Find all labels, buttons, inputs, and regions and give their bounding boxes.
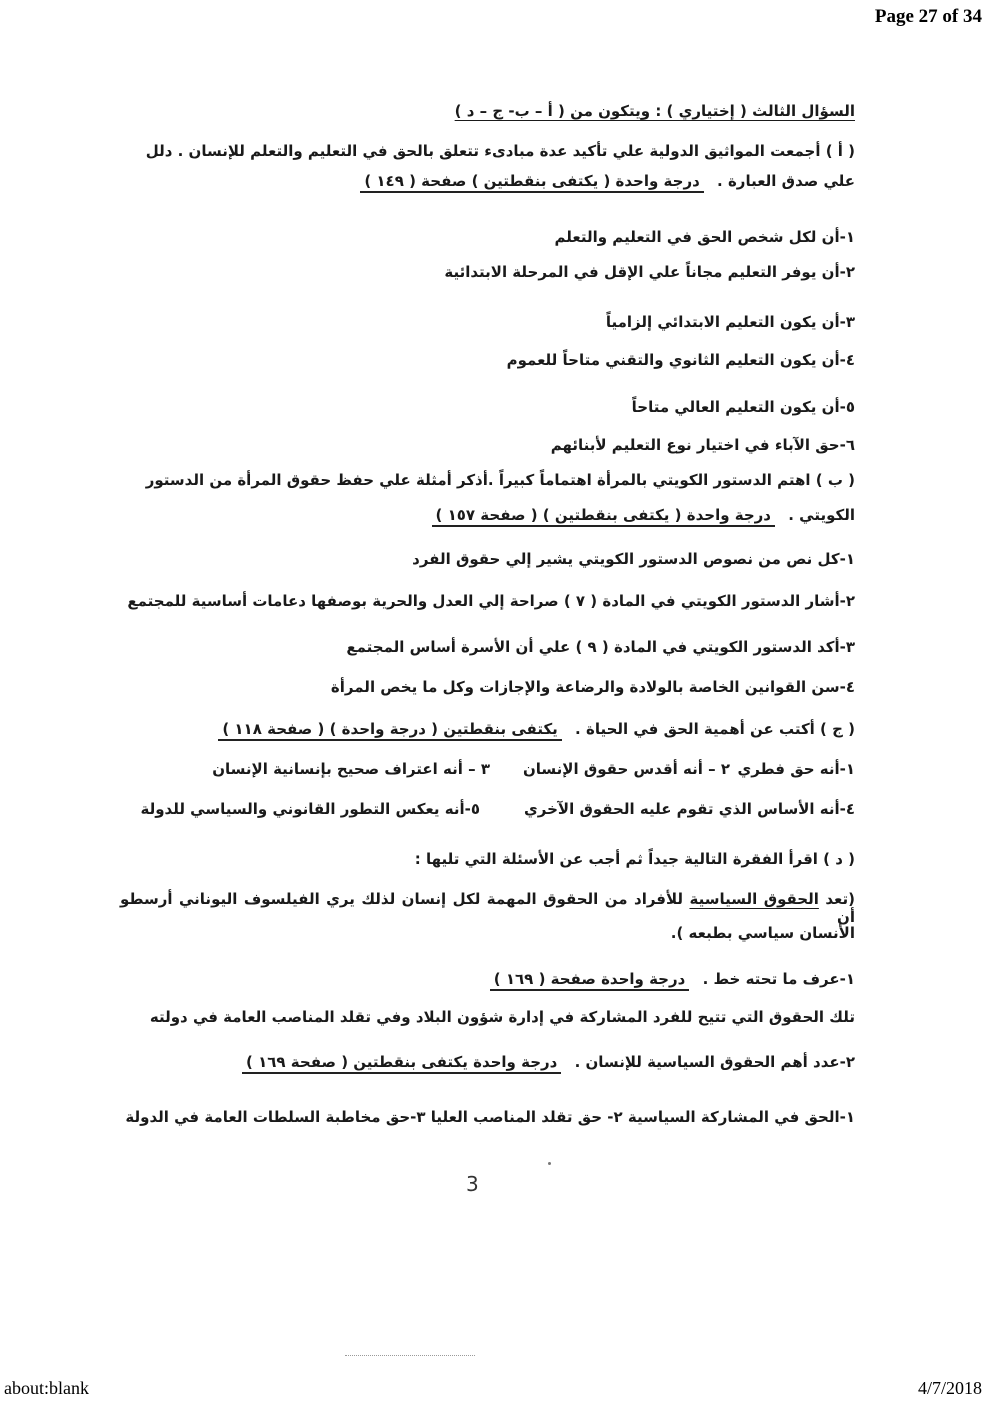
scan-dotted-noise bbox=[345, 1355, 475, 1356]
part-c-answer-4: ٤-أنه الأساس الذي تقوم عليه الحقوق الآخري bbox=[524, 800, 855, 818]
part-a-grade-note: درجة واحدة ( يكتفى بنقطتين ) صفحة ( ١٤٩ ) bbox=[360, 172, 703, 193]
scan-speck bbox=[548, 1162, 551, 1165]
passage-open: (تعد bbox=[825, 890, 855, 908]
page-number: 3 bbox=[466, 1172, 479, 1196]
part-d-q1-grade-note: درجة واحدة صفحة ( ١٦٩ ) bbox=[490, 970, 690, 991]
part-b-answer-3: ٣-أكد الدستور الكويتي في المادة ( ٩ ) علي أن الأسرة أساس المجتمع bbox=[346, 638, 855, 656]
part-b-answer-2: ٢-أشار الدستور الكويتي في المادة ( ٧ ) صراحة إلي العدل والحرية بوصفها دعامات أساسية للمجتمع bbox=[127, 592, 855, 610]
question-title bbox=[455, 102, 855, 120]
part-b-question-cont bbox=[432, 506, 855, 527]
part-c-grade-note: يكتفى بنقطتين ( درجة واحدة ) ( صفحة ١١٨ ) bbox=[218, 720, 561, 741]
part-c-answer-3: ٣ – أنه اعتراف صحيح بإنسانية الإنسان bbox=[212, 760, 490, 778]
part-b-question: ( ب ) اهتم الدستور الكويتي بالمرأة اهتماماً كبيراً .أذكر أمثلة علي حفظ حقوق المرأة من الدستور bbox=[145, 471, 855, 489]
part-d-question-1 bbox=[490, 970, 855, 991]
part-b-question-text: الكويتي . bbox=[788, 506, 855, 524]
footer-date: 4/7/2018 bbox=[917, 1378, 982, 1398]
part-d-answer-1: تلك الحقوق التي تتيح للفرد المشاركة في إدارة شؤون البلاد وفي تقلد المناصب العامة في دولته bbox=[149, 1008, 855, 1026]
part-d-q2-text: ٢-عدد أهم الحقوق السياسية للإنسان . bbox=[574, 1053, 855, 1071]
part-c-answer-5: ٥-أنه يعكس التطور القانوني والسياسي للدولة bbox=[140, 800, 480, 818]
part-d-q1-text: ١-عرف ما تحته خط . bbox=[702, 970, 855, 988]
part-c-answer-1: ١-أنه حق فطري bbox=[737, 760, 855, 778]
page-counter: Page 27 of 34 bbox=[874, 6, 982, 27]
part-a-answer-4: ٤-أن يكون التعليم الثانوي والتقني متاحاً للعموم bbox=[506, 351, 855, 369]
part-a-answer-6: ٦-حق الآباء في اختيار نوع التعليم لأبنائهم bbox=[550, 436, 855, 454]
part-b-answer-1: ١-كل نص من نصوص الدستور الكويتي يشير إلي حقوق الفرد bbox=[412, 550, 855, 568]
part-b-grade-note: درجة واحدة ( يكتفى بنقطتين ) ( صفحة ١٥٧ ) bbox=[432, 506, 775, 527]
part-a-question-text: علي صدق العبارة . bbox=[717, 172, 855, 190]
part-a-answer-3: ٣-أن يكون التعليم الابتدائي إلزامياً bbox=[605, 313, 855, 331]
passage-rest: للأفراد من الحقوق المهمة لكل إنسان لذلك يري الفيلسوف اليوناني أرسطو أن bbox=[120, 890, 855, 926]
part-b-answer-4: ٤-سن القوانين الخاصة بالولادة والرضاعة والإجازات وكل ما يخص المرأة bbox=[330, 678, 855, 696]
question-title-text: السؤال الثالث ( إختياري ) : ويتكون من ( أ – ب- ج – د ) bbox=[454, 102, 855, 120]
passage-underlined-term: الحقوق السياسية bbox=[689, 890, 819, 908]
part-a-answer-2: ٢-أن يوفر التعليم مجاناً علي الإقل في المرحلة الابتدائية bbox=[444, 263, 855, 281]
part-a-answer-5: ٥-أن يكون التعليم العالي متاحاً bbox=[631, 398, 855, 416]
part-c-question bbox=[218, 720, 855, 741]
part-d-question-2 bbox=[242, 1053, 855, 1074]
part-d-q2-grade-note: درجة واحدة يكتفى بنقطتين ( صفحة ١٦٩ ) bbox=[242, 1053, 561, 1074]
part-d-passage bbox=[120, 890, 855, 926]
part-a-answer-1: ١-أن لكل شخص الحق في التعليم والتعلم bbox=[554, 228, 855, 246]
part-c-answer-2: ٢ – أنه أقدس حقوق الإنسان bbox=[522, 760, 730, 778]
part-d-passage-cont: الأنسان سياسي بطبعه ). bbox=[670, 924, 855, 942]
footer-url: about:blank bbox=[4, 1378, 89, 1398]
part-d-answer-2: ١-الحق في المشاركة السياسية ٢- حق تقلد المناصب العليا ٣-حق مخاطبة السلطات العامة في الدولة bbox=[125, 1108, 855, 1126]
part-a-question-cont bbox=[360, 172, 855, 193]
part-c-question-text: ( ج ) أكتب عن أهمية الحق في الحياة . bbox=[575, 720, 855, 738]
part-d-intro: ( د ) اقرأ الفقرة التالية جيداً ثم أجب عن الأسئلة التي تليها : bbox=[414, 850, 855, 868]
part-a-question: ( أ ) أجمعت المواثيق الدولية علي تأكيد عدة مبادىء تتعلق بالحق في التعليم والتعلم للإنسان . دلل bbox=[145, 142, 855, 160]
